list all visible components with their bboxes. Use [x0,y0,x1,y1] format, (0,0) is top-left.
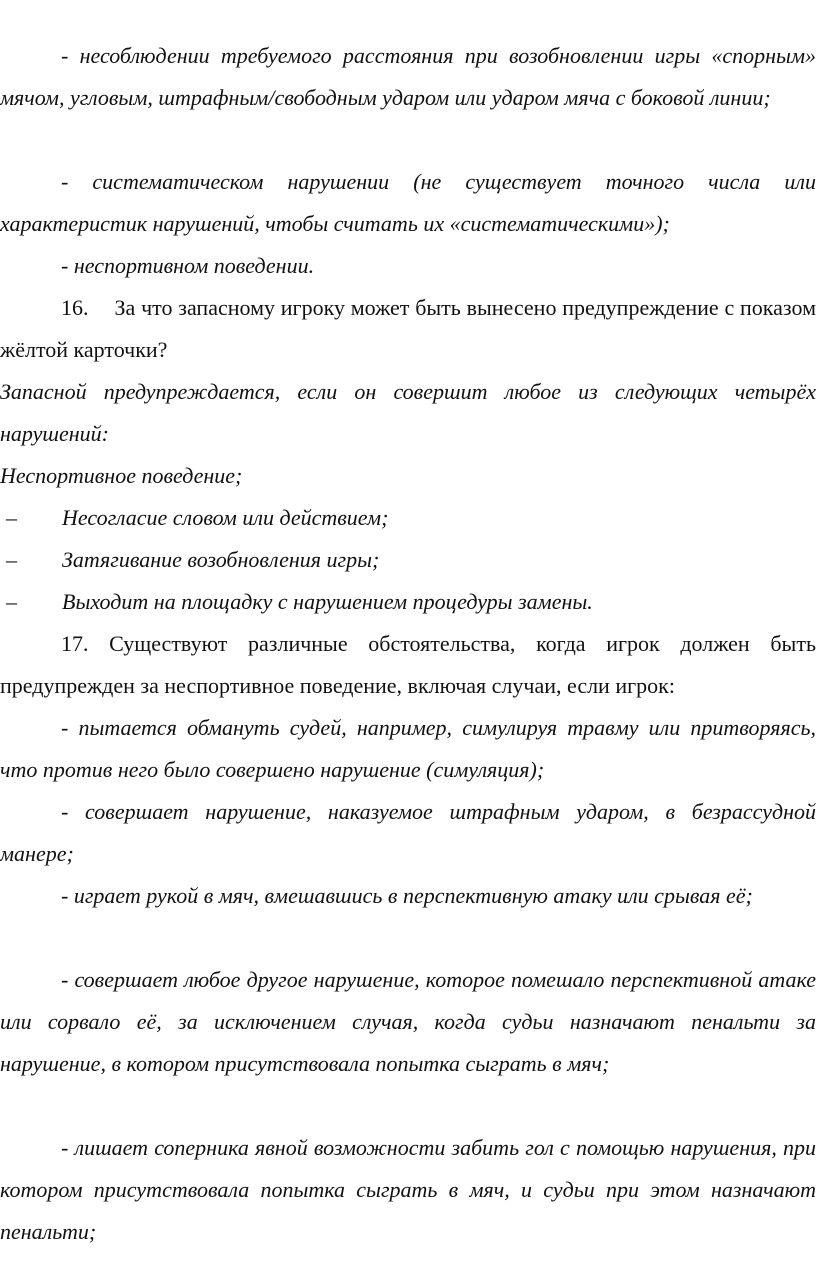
paragraph-denies-goal: - лишает соперника явной возможности забить гол с помощью нарушения, при котором присутствовала попытка сыграть в мяч, и судьи при этом назначают пенальти; [0,1135,816,1244]
question-16-number: 16. [61,295,89,320]
list-item-text: Выходит на площадку с нарушением процедуры замены. [62,589,593,614]
question-17: 17. Существуют различные обстоятельства, когда игрок должен быть предупрежден за неспортивное поведение, включая случаи, если игрок: [0,631,816,698]
list-item-text: Затягивание возобновления игры; [62,547,380,572]
paragraph-unsporting-behaviour: Неспортивное поведение; [0,463,243,488]
list-dash: – [6,505,17,530]
question-16 [0,287,816,371]
list-dash: – [6,547,17,572]
paragraph-deceive-referee: - пытается обмануть судей, например, симулируя травму или притворяясь, что против него было совершено нарушение (симуляция); [0,715,816,782]
paragraph-handball: - играет рукой в мяч, вмешавшись в перспективную атаку или срывая её; [61,883,753,908]
paragraph-other-offence: - совершает любое другое нарушение, которое помешало перспективной атаке или сорвало её, за исключением случая, когда судьи назначают пенальти за нарушение, в котором присутствовала попытка сыграть в мяч; [0,967,816,1076]
paragraph-distance-violation: - несоблюдении требуемого расстояния при возобновлении игры «спорным» мячом, угловым, штрафным/свободным ударом или ударом мяча с боковой линии; [0,43,816,110]
list-dash: – [6,589,17,614]
list-item-text: Несогласие словом или действием; [62,505,389,530]
question-16-text: За что запасному игроку может быть вынесено предупреждение с показом жёлтой карточки? [0,295,816,362]
paragraph-reckless-foul: - совершает нарушение, наказуемое штрафным ударом, в безрассудной манере; [0,799,816,866]
paragraph-unsporting: - неспортивном поведении. [61,253,315,278]
paragraph-substitute-warned: Запасной предупреждается, если он совершит любое из следующих четырёх нарушений: [0,379,816,446]
paragraph-systematic-violation: - систематическом нарушении (не существует точного числа или характеристик нарушений, чтобы считать их «систематическими»); [0,169,816,236]
